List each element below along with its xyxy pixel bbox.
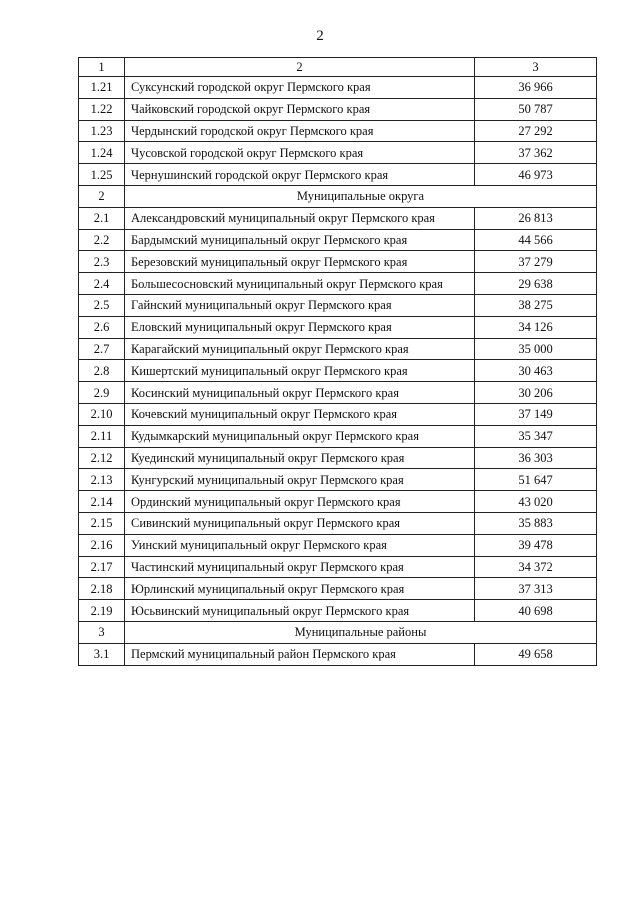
table-row [79, 447, 597, 469]
header-col-2: 2 [125, 58, 475, 77]
section-row [79, 621, 597, 643]
table-row [79, 207, 597, 229]
municipality-name: Чернушинский городской округ Пермского края [125, 164, 475, 186]
municipality-name: Кочевский муниципальный округ Пермского края [125, 403, 475, 425]
value-cell: 44 566 [475, 229, 597, 251]
page-number: 2 [316, 28, 324, 44]
municipality-name: Куединский муниципальный округ Пермского края [125, 447, 475, 469]
table-row [79, 403, 597, 425]
row-number: 2.12 [79, 447, 125, 469]
row-number: 2.5 [79, 294, 125, 316]
section-title: Муниципальные округа [125, 185, 597, 207]
table-row [79, 98, 597, 120]
row-number: 2.4 [79, 273, 125, 295]
municipality-name: Частинский муниципальный округ Пермского края [125, 556, 475, 578]
table-row [79, 294, 597, 316]
row-number: 2.6 [79, 316, 125, 338]
municipality-name: Кишертский муниципальный округ Пермского края [125, 360, 475, 382]
row-number: 1.21 [79, 77, 125, 99]
value-cell: 27 292 [475, 120, 597, 142]
table-row [79, 338, 597, 360]
row-number: 1.23 [79, 120, 125, 142]
table-row [79, 556, 597, 578]
row-number: 2.15 [79, 512, 125, 534]
table-row [79, 273, 597, 295]
table-row [79, 77, 597, 99]
municipality-name: Александровский муниципальный округ Пермского края [125, 207, 475, 229]
municipality-name: Уинский муниципальный округ Пермского края [125, 534, 475, 556]
municipality-name: Чусовской городской округ Пермского края [125, 142, 475, 164]
table-body [79, 58, 597, 666]
value-cell: 30 463 [475, 360, 597, 382]
value-cell: 40 698 [475, 600, 597, 622]
table-row [79, 120, 597, 142]
municipality-name: Карагайский муниципальный округ Пермского края [125, 338, 475, 360]
value-cell: 29 638 [475, 273, 597, 295]
row-number: 2 [79, 185, 125, 207]
value-cell: 49 658 [475, 643, 597, 665]
row-number: 2.1 [79, 207, 125, 229]
municipality-name: Кунгурский муниципальный округ Пермского края [125, 469, 475, 491]
municipality-name: Юсьвинский муниципальный округ Пермского края [125, 600, 475, 622]
table-row [79, 469, 597, 491]
table-row [79, 360, 597, 382]
row-number: 1.24 [79, 142, 125, 164]
table-row [79, 643, 597, 665]
value-cell: 46 973 [475, 164, 597, 186]
row-number: 3.1 [79, 643, 125, 665]
row-number: 2.14 [79, 491, 125, 513]
table-row [79, 578, 597, 600]
value-cell: 37 149 [475, 403, 597, 425]
row-number: 1.25 [79, 164, 125, 186]
municipality-name: Чердынский городской округ Пермского края [125, 120, 475, 142]
row-number: 3 [79, 621, 125, 643]
value-cell: 38 275 [475, 294, 597, 316]
table-row [79, 382, 597, 404]
table-row [79, 164, 597, 186]
municipality-name: Кудымкарский муниципальный округ Пермского края [125, 425, 475, 447]
municipality-name: Еловский муниципальный округ Пермского края [125, 316, 475, 338]
row-number: 1.22 [79, 98, 125, 120]
value-cell: 37 362 [475, 142, 597, 164]
municipality-name: Суксунский городской округ Пермского края [125, 77, 475, 99]
municipality-name: Косинский муниципальный округ Пермского края [125, 382, 475, 404]
table-row [79, 142, 597, 164]
row-number: 2.8 [79, 360, 125, 382]
row-number: 2.13 [79, 469, 125, 491]
municipality-name: Гайнский муниципальный округ Пермского края [125, 294, 475, 316]
table-row [79, 251, 597, 273]
municipality-name: Ординский муниципальный округ Пермского края [125, 491, 475, 513]
row-number: 2.16 [79, 534, 125, 556]
header-col-3: 3 [475, 58, 597, 77]
value-cell: 35 883 [475, 512, 597, 534]
municipality-name: Юрлинский муниципальный округ Пермского края [125, 578, 475, 600]
municipality-name: Пермский муниципальный район Пермского края [125, 643, 475, 665]
municipality-name: Чайковский городской округ Пермского края [125, 98, 475, 120]
row-number: 2.18 [79, 578, 125, 600]
table-row [79, 229, 597, 251]
table-row [79, 534, 597, 556]
table-row [79, 512, 597, 534]
table-row [79, 491, 597, 513]
row-number: 2.9 [79, 382, 125, 404]
value-cell: 34 372 [475, 556, 597, 578]
value-cell: 36 966 [475, 77, 597, 99]
section-row [79, 185, 597, 207]
row-number: 2.10 [79, 403, 125, 425]
header-row [79, 58, 597, 77]
row-number: 2.17 [79, 556, 125, 578]
value-cell: 37 279 [475, 251, 597, 273]
value-cell: 35 347 [475, 425, 597, 447]
table-row [79, 600, 597, 622]
municipality-name: Бардымский муниципальный округ Пермского края [125, 229, 475, 251]
table-row [79, 425, 597, 447]
section-title: Муниципальные районы [125, 621, 597, 643]
data-table [78, 57, 597, 666]
row-number: 2.19 [79, 600, 125, 622]
row-number: 2.2 [79, 229, 125, 251]
municipality-name: Березовский муниципальный округ Пермского края [125, 251, 475, 273]
row-number: 2.3 [79, 251, 125, 273]
value-cell: 43 020 [475, 491, 597, 513]
municipality-name: Большесосновский муниципальный округ Пермского края [125, 273, 475, 295]
value-cell: 36 303 [475, 447, 597, 469]
value-cell: 26 813 [475, 207, 597, 229]
value-cell: 35 000 [475, 338, 597, 360]
municipality-name: Сивинский муниципальный округ Пермского края [125, 512, 475, 534]
header-col-1: 1 [79, 58, 125, 77]
value-cell: 34 126 [475, 316, 597, 338]
value-cell: 51 647 [475, 469, 597, 491]
row-number: 2.11 [79, 425, 125, 447]
row-number: 2.7 [79, 338, 125, 360]
table-row [79, 316, 597, 338]
value-cell: 37 313 [475, 578, 597, 600]
value-cell: 50 787 [475, 98, 597, 120]
value-cell: 39 478 [475, 534, 597, 556]
value-cell: 30 206 [475, 382, 597, 404]
